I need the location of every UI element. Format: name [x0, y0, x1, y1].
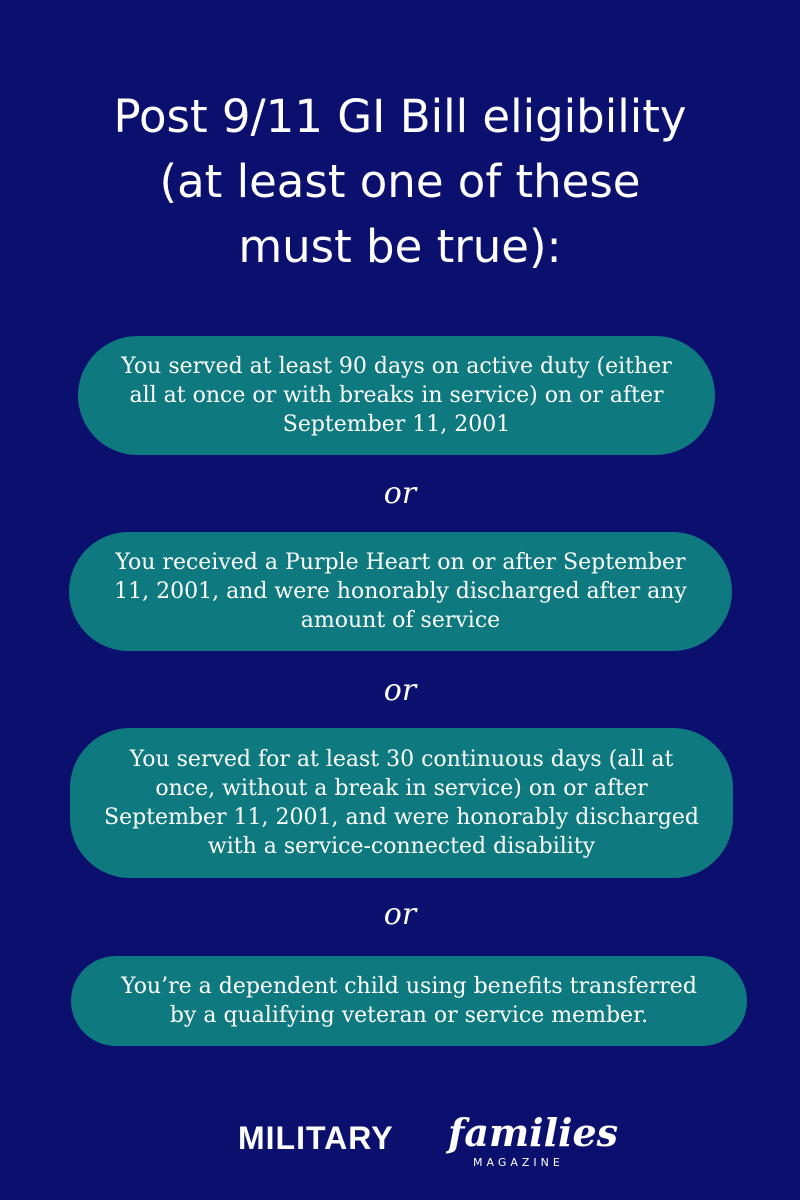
condition-card-active-duty-90-days: [78, 336, 715, 455]
or-separator: or: [383, 897, 417, 932]
condition-text-line: September 11, 2001, and were honorably discharged: [104, 805, 699, 830]
or-separator: or: [383, 476, 417, 511]
title-line-2: (at least one of these: [159, 155, 641, 208]
condition-text-line: all at once or with breaks in service) on or after: [129, 383, 664, 408]
condition-text-line: You received a Purple Heart on or after September: [115, 550, 686, 575]
or-separator: or: [383, 673, 417, 708]
condition-text-line: once, without a break in service) on or after: [155, 776, 648, 801]
title-line-3: must be true):: [238, 220, 562, 273]
condition-text-line: You served for at least 30 continuous days (all at: [129, 747, 674, 772]
title-line-1: Post 9/11 GI Bill eligibility: [113, 90, 687, 143]
condition-card-purple-heart: [69, 532, 732, 651]
logo-wordmark-magazine: MAGAZINE: [473, 1156, 564, 1169]
page-title: [0, 84, 800, 279]
condition-text-line: amount of service: [300, 608, 501, 633]
condition-text-line: by a qualifying veteran or service member.: [169, 1003, 649, 1028]
condition-card-dependent-child: [71, 956, 747, 1046]
military-families-magazine-logo: [238, 1110, 619, 1174]
condition-text-line: September 11, 2001: [282, 412, 511, 437]
condition-text-line: You’re a dependent child using benefits transferred: [121, 974, 697, 999]
condition-text-line: 11, 2001, and were honorably discharged after any: [114, 579, 687, 604]
logo-wordmark-families: families: [448, 1110, 619, 1155]
logo-wordmark-military: MILITARY: [238, 1120, 394, 1156]
condition-card-30-continuous-days: [70, 728, 733, 878]
condition-text-line: You served at least 90 days on active duty (either: [121, 354, 672, 379]
condition-text-line: with a service-connected disability: [207, 834, 596, 859]
